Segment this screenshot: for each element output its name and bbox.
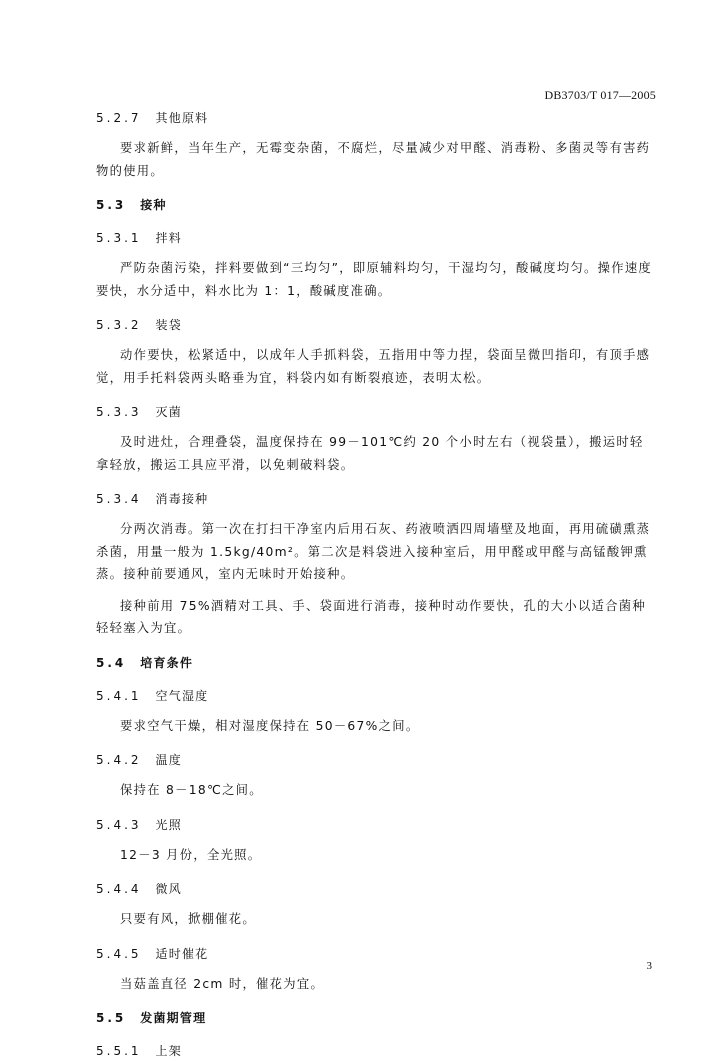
paragraph: 要求空气干燥，相对湿度保持在 50－67%之间。 <box>120 718 420 733</box>
section-heading-5-4-5: 5.4.5 适时催花 <box>96 946 209 961</box>
paragraph: 要求新鲜，当年生产，无霉变杂菌，不腐烂，尽量减少对甲醛、消毒粉、多菌灵等有害药物的使用。 <box>96 141 651 178</box>
section-heading-5-5-1: 5.5.1 上架 <box>96 1044 182 1058</box>
section-heading-5-3-1: 5.3.1 拌料 <box>96 231 182 245</box>
paragraph: 严防杂菌污染，拌料要做到“三均匀”，即原辅料均匀，干湿均匀，酸碱度均匀。操作速度要快，水分适中，料水比为 1：1，酸碱度准确。 <box>96 261 653 298</box>
paragraph: 及时进灶，合理叠袋，温度保持在 99－101℃约 20 个小时左右（视袋量），搬运时轻拿轻放，搬运工具应平滑，以免刺破料袋。 <box>96 435 644 472</box>
paragraph: 分两次消毒。第一次在打扫干净室内后用石灰、药液喷洒四周墙壁及地面，再用硫磺熏蒸杀菌，用量一般为 1.5kg/40m²。第二次是料袋进入接种室后，用甲醛或甲醛与高锰酸钾熏蒸。接种前要通风，室内无味时开始接种。 <box>96 522 651 581</box>
section-heading-5-4: 5.4 培育条件 <box>96 655 194 670</box>
paragraph: 12－3 月份，全光照。 <box>120 847 262 862</box>
paragraph: 动作要快，松紧适中，以成年人手抓料袋，五指用中等力捏，袋面呈微凹指印，有顶手感觉，用手托料袋两头略垂为宜，料袋内如有断裂痕迹，表明太松。 <box>96 348 651 385</box>
section-heading-5-4-1: 5.4.1 空气湿度 <box>96 688 209 703</box>
document-code: DB3703/T 017—2005 <box>544 88 656 102</box>
section-heading-5-3: 5.3 接种 <box>96 198 167 212</box>
section-heading-5-3-3: 5.3.3 灭菌 <box>96 405 182 419</box>
section-heading-5-2-7: 5.2.7 其他原料 <box>96 111 209 125</box>
section-heading-5-5: 5.5 发菌期管理 <box>96 1011 207 1025</box>
paragraph: 保持在 8－18℃之间。 <box>120 783 263 797</box>
section-heading-5-4-4: 5.4.4 微风 <box>96 882 182 896</box>
section-heading-5-4-3: 5.4.3 光照 <box>96 817 182 832</box>
page-number: 3 <box>646 960 652 972</box>
section-heading-5-4-2: 5.4.2 温度 <box>96 753 182 767</box>
paragraph: 当菇盖直径 2cm 时，催花为宜。 <box>120 976 325 991</box>
paragraph: 接种前用 75%酒精对工具、手、袋面进行消毒，接种时动作要快，孔的大小以适合菌种轻轻塞入为宜。 <box>96 598 646 635</box>
document-body <box>96 108 656 1061</box>
paragraph: 只要有风，掀棚催花。 <box>120 912 256 926</box>
section-heading-5-3-4: 5.3.4 消毒接种 <box>96 492 209 506</box>
section-heading-5-3-2: 5.3.2 装袋 <box>96 318 182 332</box>
